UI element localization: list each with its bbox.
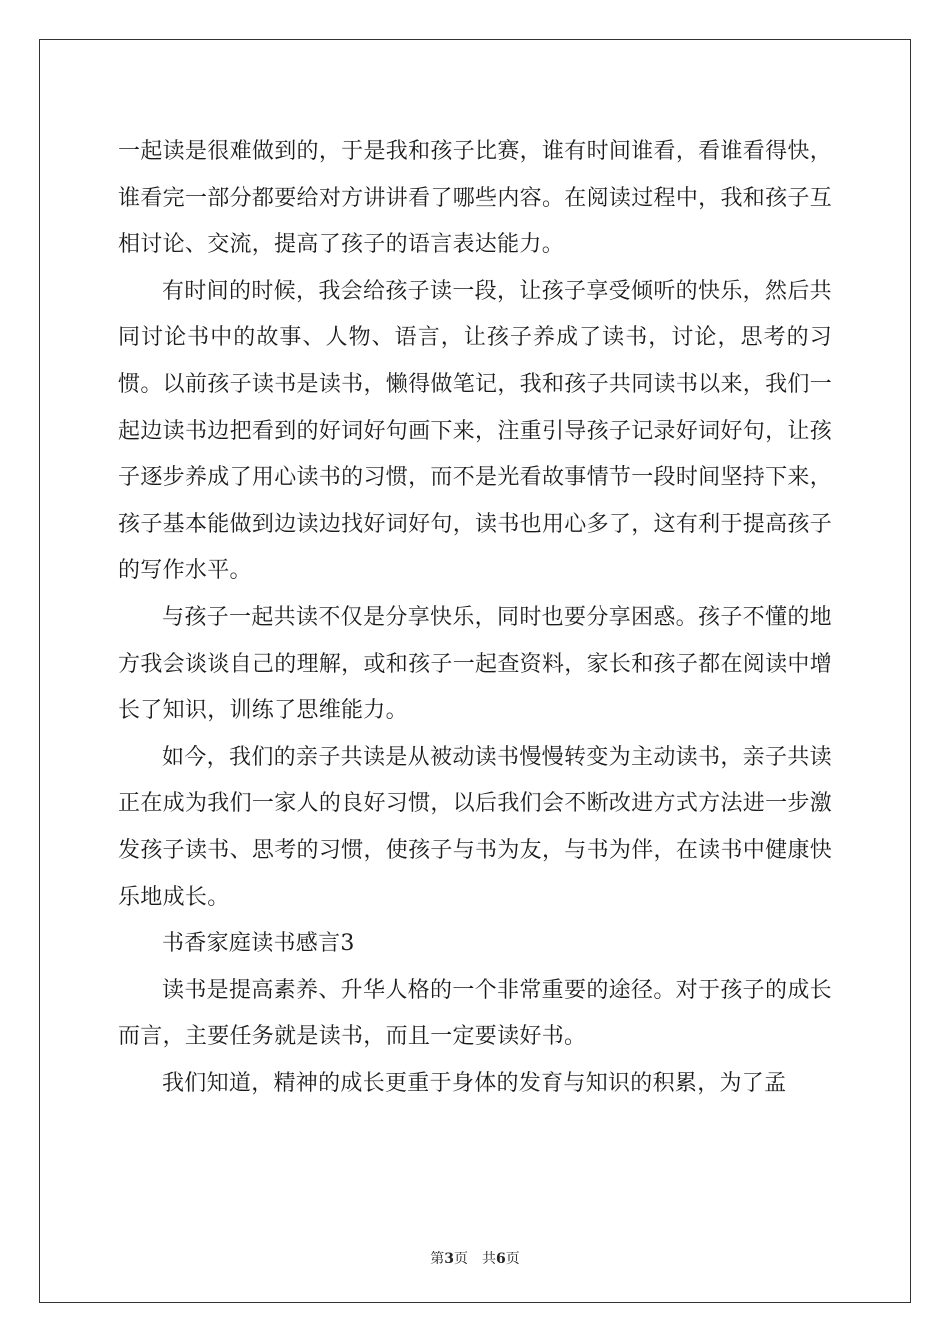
- page-footer: [0, 1248, 950, 1268]
- section-heading: 书香家庭读书感言3: [162, 931, 355, 957]
- paragraph-2: 有时间的时候，我会给孩子读一段，让孩子享受倾听的快乐，然后共同讨论书中的故事、人物、语言，让孩子养成了读书，讨论，思考的习惯。以前孩子读书是读书，懒得做笔记，我和孩子共同读书以来，我们一起边读书边把看到的好词好句画下来，注重引导孩子记录好词好句，让孩子逐步养成了用心读书的习惯，而不是光看故事情节一段时间坚持下来，孩子基本能做到边读边找好词好句，读书也用心多了，这有利于提高孩子的写作水平。: [118, 278, 832, 584]
- footer-total-prefix: 共: [482, 1251, 496, 1267]
- paragraph-6: 我们知道，精神的成长更重于身体的发育与知识的积累，为了孟: [162, 1070, 787, 1096]
- paragraph-1: 一起读是很难做到的，于是我和孩子比赛，谁有时间谁看，看谁看得快，谁看完一部分都要给对方讲讲看了哪些内容。在阅读过程中，我和孩子互相讨论、交流，提高了孩子的语言表达能力。: [118, 139, 832, 258]
- paragraph-3: 与孩子一起共读不仅是分享快乐，同时也要分享困惑。孩子不懂的地方我会谈谈自己的理解，或和孩子一起查资料，家长和孩子都在阅读中增长了知识，训练了思维能力。: [118, 604, 832, 724]
- footer-page-current: 3: [444, 1251, 454, 1267]
- footer-page-prefix: 第: [430, 1251, 445, 1267]
- paragraph-4: 如今，我们的亲子共读是从被动读书慢慢转变为主动读书，亲子共读正在成为我们一家人的良好习惯，以后我们会不断改进方式方法进一步激发孩子读书、思考的习惯，使孩子与书为友，与书为伴，在读书中健康快乐地成长。: [118, 744, 832, 910]
- footer-total-suffix: 页: [505, 1251, 520, 1267]
- paragraph-5: 读书是提高素养、升华人格的一个非常重要的途径。对于孩子的成长而言，主要任务就是读书，而且一定要读好书。: [118, 977, 832, 1050]
- footer-page-total: 6: [496, 1251, 506, 1267]
- document-body: [118, 129, 832, 1107]
- footer-page-suffix: 页: [454, 1251, 468, 1267]
